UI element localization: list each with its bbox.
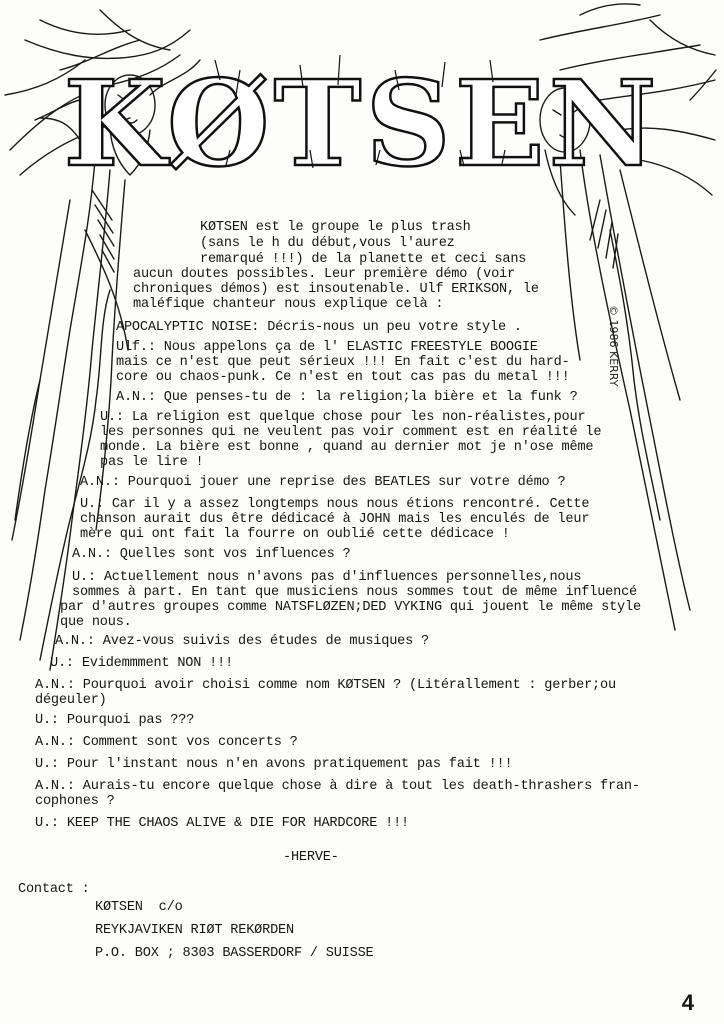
- answer-line: les personnes qui ne veulent pas voir comment est en réalité le: [100, 425, 602, 440]
- answer-line: pas le lire !: [100, 455, 204, 470]
- question: A.N.: Comment sont vos concerts ?: [35, 735, 298, 750]
- author-signoff: -HERVE-: [283, 850, 339, 865]
- question: cophones ?: [35, 794, 115, 809]
- answer-line: Ulf.: Nous appelons ça de l' ELASTIC FREESTYLE BOOGIE: [116, 340, 538, 355]
- intro-line: (sans le h du début,vous l'aurez: [200, 236, 455, 251]
- question: A.N.: Que penses-tu de : la religion;la bière et la funk ?: [116, 390, 578, 405]
- question: APOCALYPTIC NOISE: Décris-nous un peu votre style .: [116, 320, 522, 335]
- question: A.N.: Pourquoi jouer une reprise des BEATLES sur votre démo ?: [80, 475, 566, 490]
- contact-line: KØTSEN c/o: [95, 900, 183, 915]
- logo-text: KØTSEN: [63, 54, 661, 193]
- intro-line: remarqué !!!) de la planette et ceci sans: [200, 252, 527, 267]
- contact-label: Contact :: [18, 882, 90, 897]
- answer-line: U.: Car il y a assez longtemps nous nous étions rencontré. Cette: [80, 497, 590, 512]
- artist-signature: © 1986 KERRY: [607, 305, 620, 387]
- intro-line: aucun doutes possibles. Leur première démo (voir: [133, 267, 515, 282]
- answer-line: U.: KEEP THE CHAOS ALIVE & DIE FOR HARDCORE !!!: [35, 816, 410, 831]
- answer-line: U.: Pourquoi pas ???: [35, 713, 195, 728]
- answer-line: sommes à part. En tant que musiciens nous sommes tout de même influencé: [72, 585, 637, 600]
- answer-line: U.: La religion est quelque chose pour les non-réalistes,pour: [100, 410, 586, 425]
- question: A.N.: Pourquoi avoir choisi comme nom KØTSEN ? (Litérallement : gerber;ou: [35, 678, 616, 693]
- contact-line: REYKJAVIKEN RIØT REKØRDEN: [95, 923, 294, 938]
- answer-line: chanson aurait dus être dédicacé à JOHN mais les enculés de leur: [80, 512, 590, 527]
- answer-line: par d'autres groupes comme NATSFLØZEN;DED VYKING qui jouent le même style: [60, 600, 641, 615]
- answer-line: U.: Actuellement nous n'avons pas d'influences personnelles,nous: [72, 570, 582, 585]
- contact-line: P.O. BOX ; 8303 BASSERDORF / SUISSE: [95, 946, 374, 961]
- answer-line: U.: Evidemmment NON !!!: [50, 656, 234, 671]
- intro-line: KØTSEN est le groupe le plus trash: [200, 220, 471, 235]
- answer-line: monde. La bière est bonne , quand au dernier mot je n'ose même: [100, 440, 594, 455]
- question: A.N.: Quelles sont vos influences ?: [72, 547, 351, 562]
- answer-line: mais ce n'est que peut sérieux !!! En fait c'est du hard-: [116, 355, 570, 370]
- page-number: 4: [681, 990, 694, 1015]
- answer-line: que nous.: [60, 615, 132, 630]
- question: dégeuler): [35, 693, 107, 708]
- answer-line: core ou chaos-punk. Ce n'est en tout cas pas du metal !!!: [116, 370, 570, 385]
- answer-line: mère qui ont fait la fourre on oublié cette dédicace !: [80, 527, 510, 542]
- intro-line: maléfique chanteur nous explique celà :: [133, 297, 444, 312]
- question: A.N.: Aurais-tu encore quelque chose à dire à tout les death-thrashers fran-: [35, 779, 640, 794]
- intro-line: chroniques démos) est insoutenable. Ulf ERIKSON, le: [133, 282, 539, 297]
- answer-line: U.: Pour l'instant nous n'en avons pratiquement pas fait !!!: [35, 757, 513, 772]
- question: A.N.: Avez-vous suivis des études de musiques ?: [55, 634, 430, 649]
